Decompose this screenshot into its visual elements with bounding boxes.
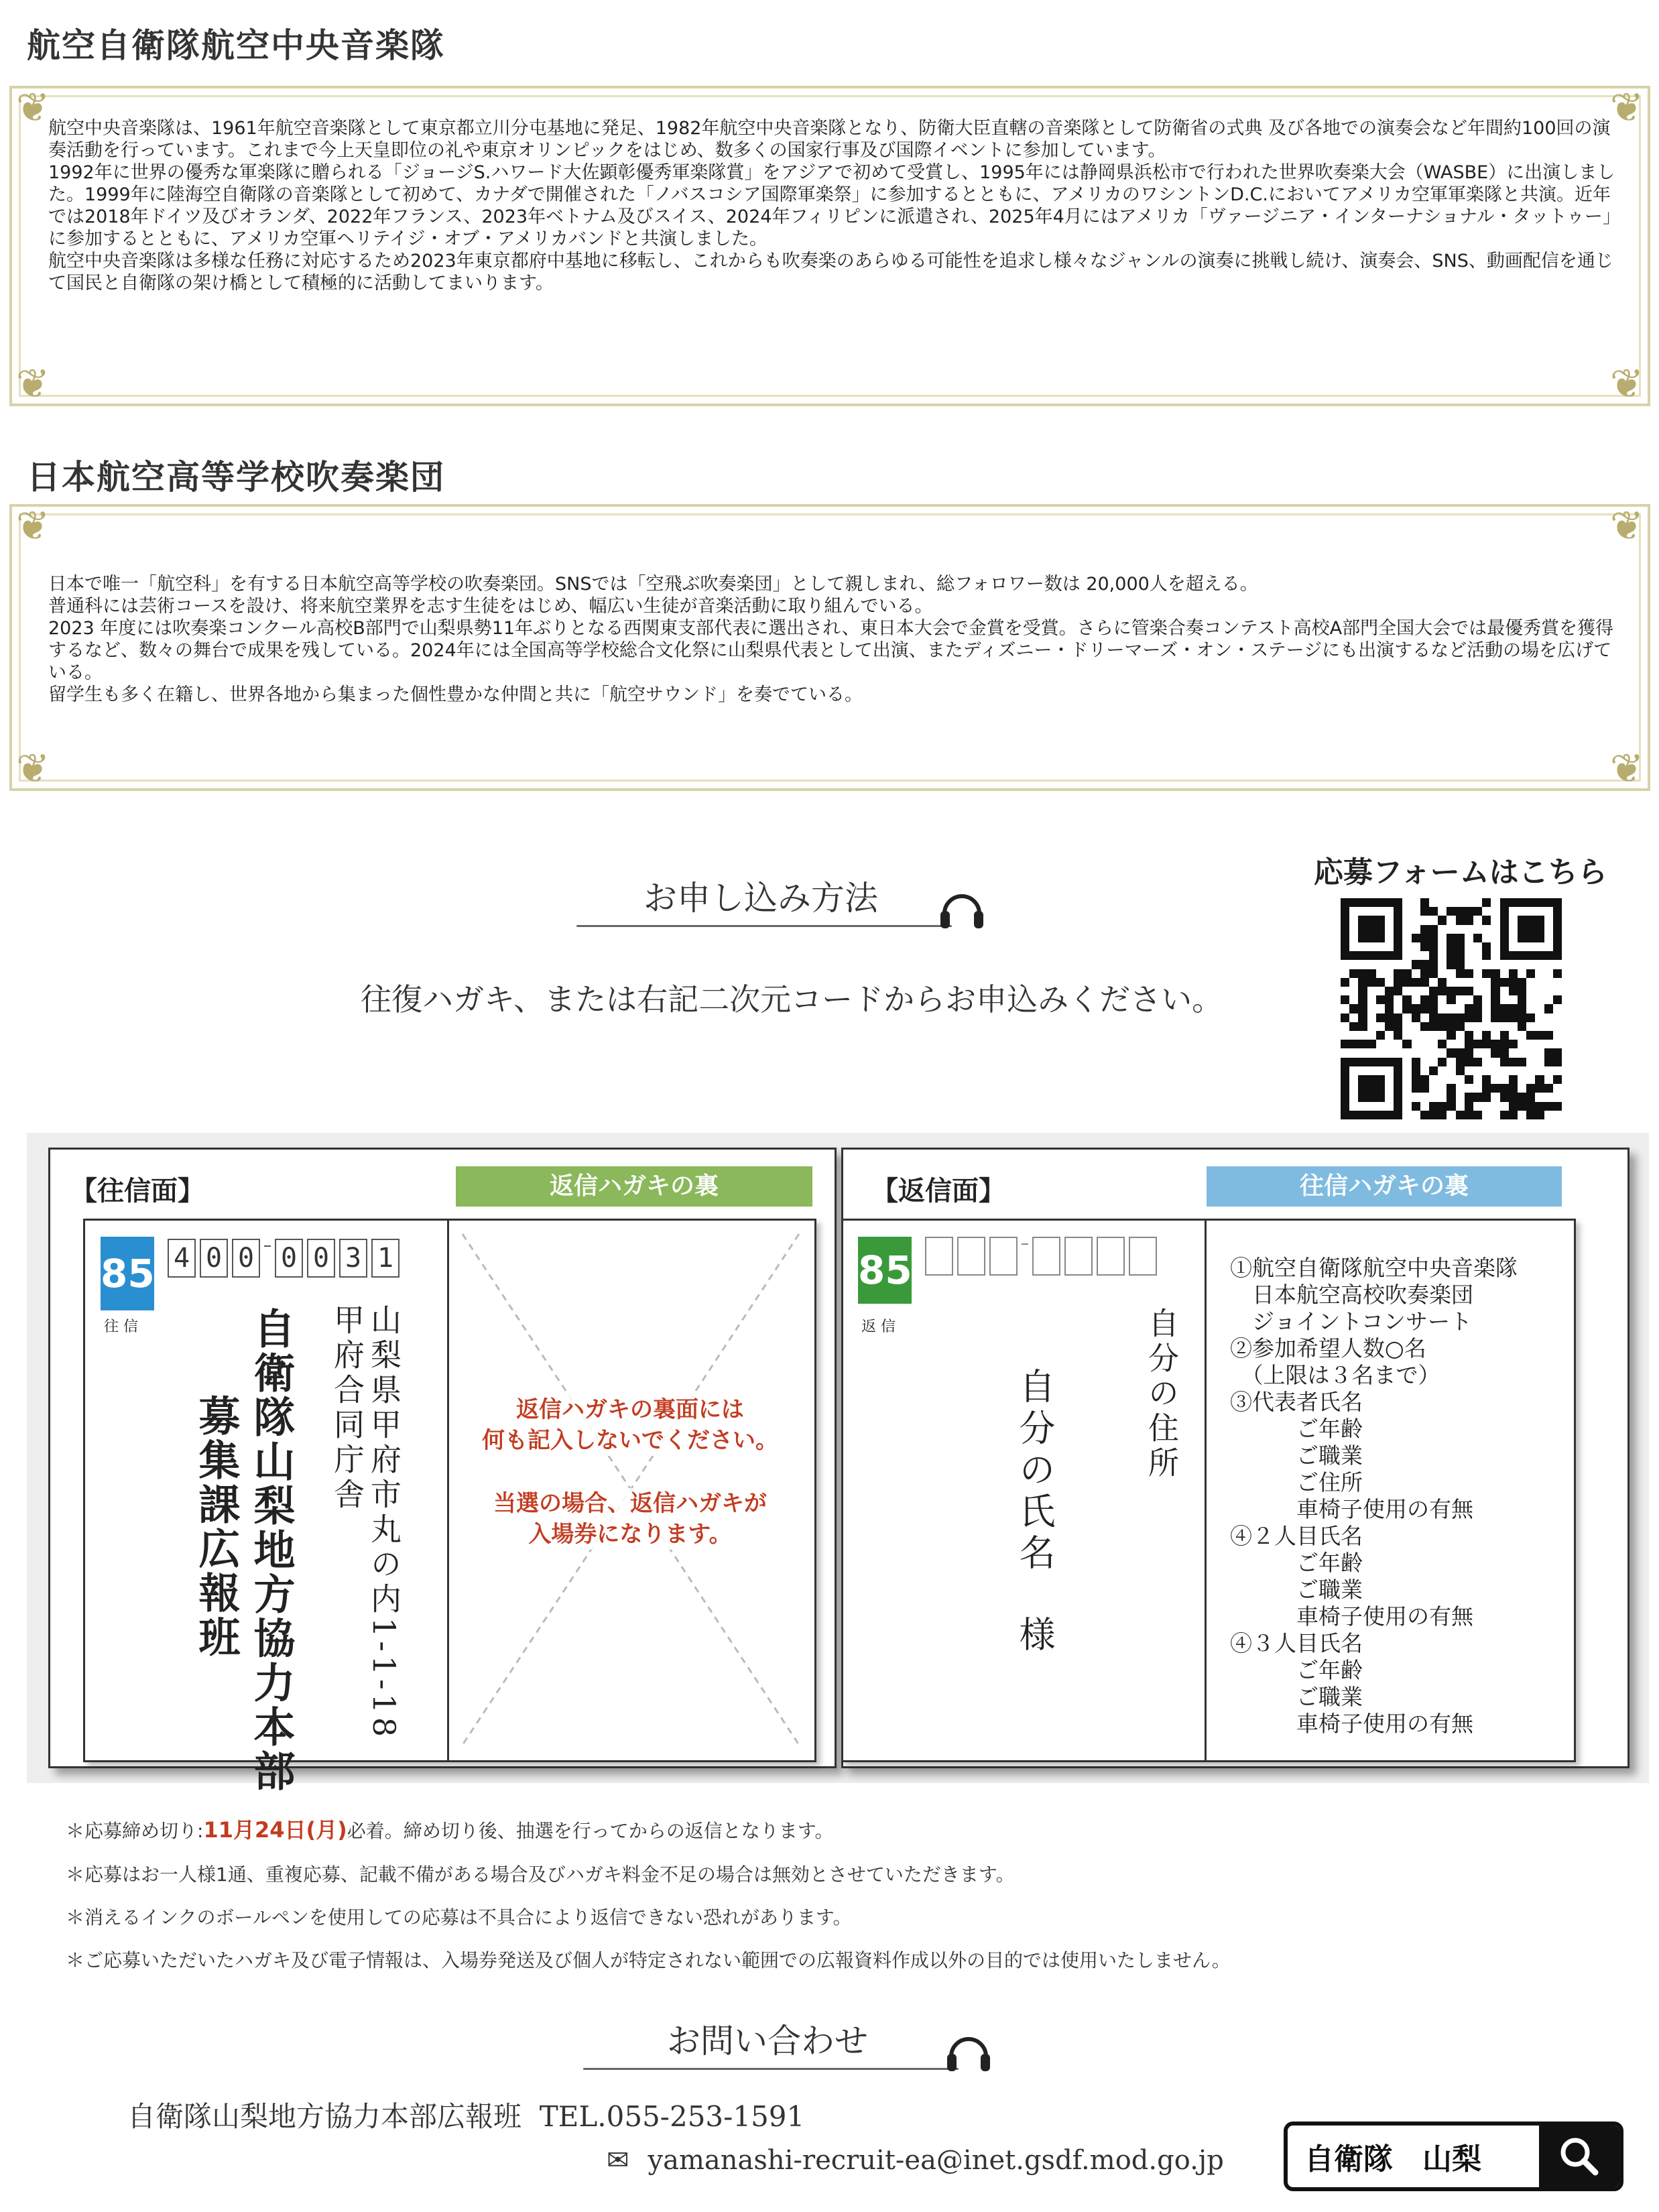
headphones-icon [942,2024,995,2078]
section1-paragraph: 航空中央音楽隊は多様な任務に対応するため2023年東京都府中基地に移転し、これからも吹奏楽のあらゆる可能性を追求し様々なジャンルの演奏に挑戦し続け、演奏会、SNS、動画配信を通じて国民と自衛隊の架け橋として積極的に活動してまいります。 [48,251,1613,294]
honorific: 様 [1013,1615,1056,1652]
contact-org-line [127,2095,804,2135]
zip-digit: 0 [200,1239,228,1278]
apply-heading: お申し込み方法 [643,879,878,918]
reply-list-item: ④２人目氏名 [1230,1523,1363,1549]
ornament-icon: ❦ [15,503,50,550]
recipient-line1: 自衛隊山梨地方協力本部 [247,1307,296,1794]
search-button[interactable] [1539,2126,1619,2187]
reply-list-item: 日本航空高校吹奏楽団 [1230,1282,1473,1308]
reply-list-item: ご職業 [1230,1442,1363,1469]
zip-digit: 0 [275,1239,303,1278]
heading-underline [583,2068,959,2070]
zip-digit: 4 [168,1239,196,1278]
search-icon [1539,2126,1619,2187]
headphones-icon [935,881,989,935]
reply-list-item: ご住所 [1230,1469,1363,1495]
notice-ticket-line: 当選の場合、返信ハガキが [493,1490,767,1517]
outgoing-tag: 返信ハガキの裏 [456,1166,812,1207]
zip-box [957,1237,985,1276]
address-line1: 山梨県甲府市丸の内1-1-18 [366,1304,402,1741]
zip-digit: 0 [232,1239,260,1278]
contact-org: 自衛隊山梨地方協力本部広報班 [127,2100,522,2133]
ornament-icon: ❦ [15,84,50,131]
notice-ticket-line: 入場券になります。 [528,1521,732,1548]
heading-underline [576,925,952,927]
reply-label: 【返信面】 [871,1175,1005,1207]
own-address: 自分の住所 [1144,1307,1180,1481]
qr-label: 応募フォームはこちら [1314,855,1607,889]
reply-list-item: ①航空自衛隊航空中央音楽隊 [1230,1255,1518,1281]
section2-paragraph: 留学生も多く在籍し、世界各地から集まった個性豊かな仲間と共に「航空サウンド」を奏でている。 [48,684,863,705]
zip-code [168,1239,404,1278]
reply-list-item: ジョイントコンサート [1230,1308,1473,1335]
contact-email-line [607,2145,1224,2176]
zip-box [1129,1237,1157,1276]
notice-ticket [456,1488,804,1550]
address-line2: 甲府合同庁舎 [329,1304,365,1513]
notice-blank [456,1394,804,1456]
section2-paragraph: 普通科には芸術コースを設け、将来航空業界を志す生徒をはじめ、幅広い生徒が音楽活動に取り組んでいる。 [48,596,933,617]
ornament-icon: ❦ [15,361,50,408]
reply-list-item: ④３人目氏名 [1230,1630,1363,1656]
note-item: ＊ご応募いただいたハガキ及び電子情報は、入場券発送及び個人が特定されない範囲での広報資料作成以外の目的では使用いたしません。 [66,1949,1231,1971]
ornament-icon: ❦ [1609,84,1644,131]
contact-email[interactable]: yamanashi-recruit-ea@inet.gsdf.mod.go.jp [648,2145,1224,2176]
reply-divider [1205,1219,1207,1760]
reply-tag: 往信ハガキの裏 [1207,1166,1562,1207]
outgoing-label: 【往信面】 [70,1175,204,1207]
deadline-note [66,1813,1607,1844]
contact-tel: TEL.055-253-1591 [539,2100,805,2133]
zip-code-empty [925,1237,1161,1276]
zip-digit: 0 [307,1239,335,1278]
reply-list-item: 車椅子使用の有無 [1230,1711,1473,1737]
notice-blank-line: 何も記入しないでください。 [482,1427,778,1454]
deadline-suffix: 必着。締め切り後、抽選を行ってからの返信となります。 [347,1820,834,1842]
reply-list-item: ご年齢 [1230,1416,1363,1442]
zip-box [1097,1237,1125,1276]
zip-box [1032,1237,1060,1276]
apply-lead: 往復ハガキ、または右記二次元コードからお申込みください。 [361,981,1223,1018]
recipient-line2: 募集課広報班 [192,1394,241,1660]
ornament-icon: ❦ [15,745,50,792]
zip-digit: 1 [371,1239,400,1278]
reply-info-list [1230,1255,1518,1737]
reply-list-item: （上限は３名まで） [1230,1362,1440,1388]
stamp-caption: 往 信 [104,1318,138,1335]
section1-body [48,117,1617,294]
stamp-caption: 返 信 [861,1318,896,1335]
note-item: ＊応募はお一人様1通、重複応募、記載不備がある場合及びハガキ料金不足の場合は無効とさせていただきます。 [66,1863,1015,1886]
own-name: 自分の氏名 [1013,1367,1056,1575]
section2-paragraph: 2023 年度には吹奏楽コンクール高校B部門で山梨県勢11年ぶりとなる西関東支部代表に選出され、東日本大会で金賞を受賞。さらに管楽合奏コンテスト高校A部門全国大会では最優秀賞を獲得するなど、数々の舞台で成果を残している。2024年には全国高等学校総合文化祭に山梨県代表として出演、またディズニー・ドリーマーズ・オン・ステージにも出演するなど活動の場を広げている。 [48,618,1614,683]
section2-body [48,573,1617,706]
contact-heading: お問い合わせ [667,2022,868,2061]
section1-paragraph: 航空中央音楽隊は、1961年航空音楽隊として東京都立川分屯基地に発足、1982年航空中央音楽隊となり、防衛大臣直轄の音楽隊として防衛省の式典 及び各地での演奏会など年間約100回の演奏活動を行っています。これまで今上天皇即位の礼や東京オリンピックをはじめ、数多くの国家行事及び国際イベントに参加しています。 [48,118,1611,161]
qr-code[interactable] [1341,898,1562,1119]
zip-box [989,1237,1018,1276]
reply-list-item: ご職業 [1230,1577,1363,1603]
reply-list-item: ②参加希望人数○名 [1230,1335,1426,1361]
section2-paragraph: 日本で唯一「航空科」を有する日本航空高等学校の吹奏楽団。SNSでは「空飛ぶ吹奏楽団」として親しまれ、総フォロワー数は 20,000人を超える。 [48,574,1258,595]
zip-box [1064,1237,1093,1276]
ornament-icon: ❦ [1609,361,1644,408]
zip-box [925,1237,953,1276]
mail-icon: ✉ [607,2145,629,2176]
reply-list-item: ご職業 [1230,1684,1363,1710]
section1-paragraph: 1992年に世界の優秀な軍楽隊に贈られる「ジョージS.ハワード大佐顕彰優秀軍楽隊賞」をアジアで初めて受賞し、1995年には静岡県浜松市で行われた世界吹奏楽大会（WASBE）に出演しました。1999年に陸海空自衛隊の音楽隊として初めて、カナダで開催された「ノバスコシア国際軍楽祭」に参加するとともに、アメリカのワシントンD.C.においてアメリカ空軍軍楽隊と共演。近年では2018年ドイツ及びオランダ、2022年フランス、2023年ベトナム及びスイス、2024年フィリピンに派遣され、2025年4月にはアメリカ「ヴァージニア・インターナショナル・タットゥー」に参加するとともに、アメリカ空軍ヘリテイジ・オブ・アメリカバンドと共演しました。 [48,162,1615,249]
section1-title: 航空自衛隊航空中央音楽隊 [27,25,445,65]
reply-list-item: ご年齢 [1230,1550,1363,1576]
stamp-reply: 85 [858,1237,912,1304]
search-text: 自衛隊 山梨 [1304,2142,1481,2176]
zip-digit: 3 [339,1239,367,1278]
notice-blank-line: 返信ハガキの裏面には [516,1396,744,1423]
section2-title: 日本航空高等学校吹奏楽団 [27,457,445,497]
deadline-prefix: ＊応募締め切り: [66,1820,204,1842]
reply-list-item: ③代表者氏名 [1230,1389,1363,1415]
stamp-outgoing: 85 [101,1237,154,1310]
reply-list-item: ご年齢 [1230,1657,1363,1683]
search-box[interactable] [1284,2122,1623,2191]
notes [66,1813,1607,1989]
deadline-date: 11月24日(月) [203,1817,347,1843]
reply-list-item: 車椅子使用の有無 [1230,1603,1473,1630]
reply-list-item: 車椅子使用の有無 [1230,1496,1473,1522]
ornament-icon: ❦ [1609,503,1644,550]
ornament-icon: ❦ [1609,745,1644,792]
note-item: ＊消えるインクのボールペンを使用しての応募は不具合により返信できない恐れがあります。 [66,1906,852,1928]
